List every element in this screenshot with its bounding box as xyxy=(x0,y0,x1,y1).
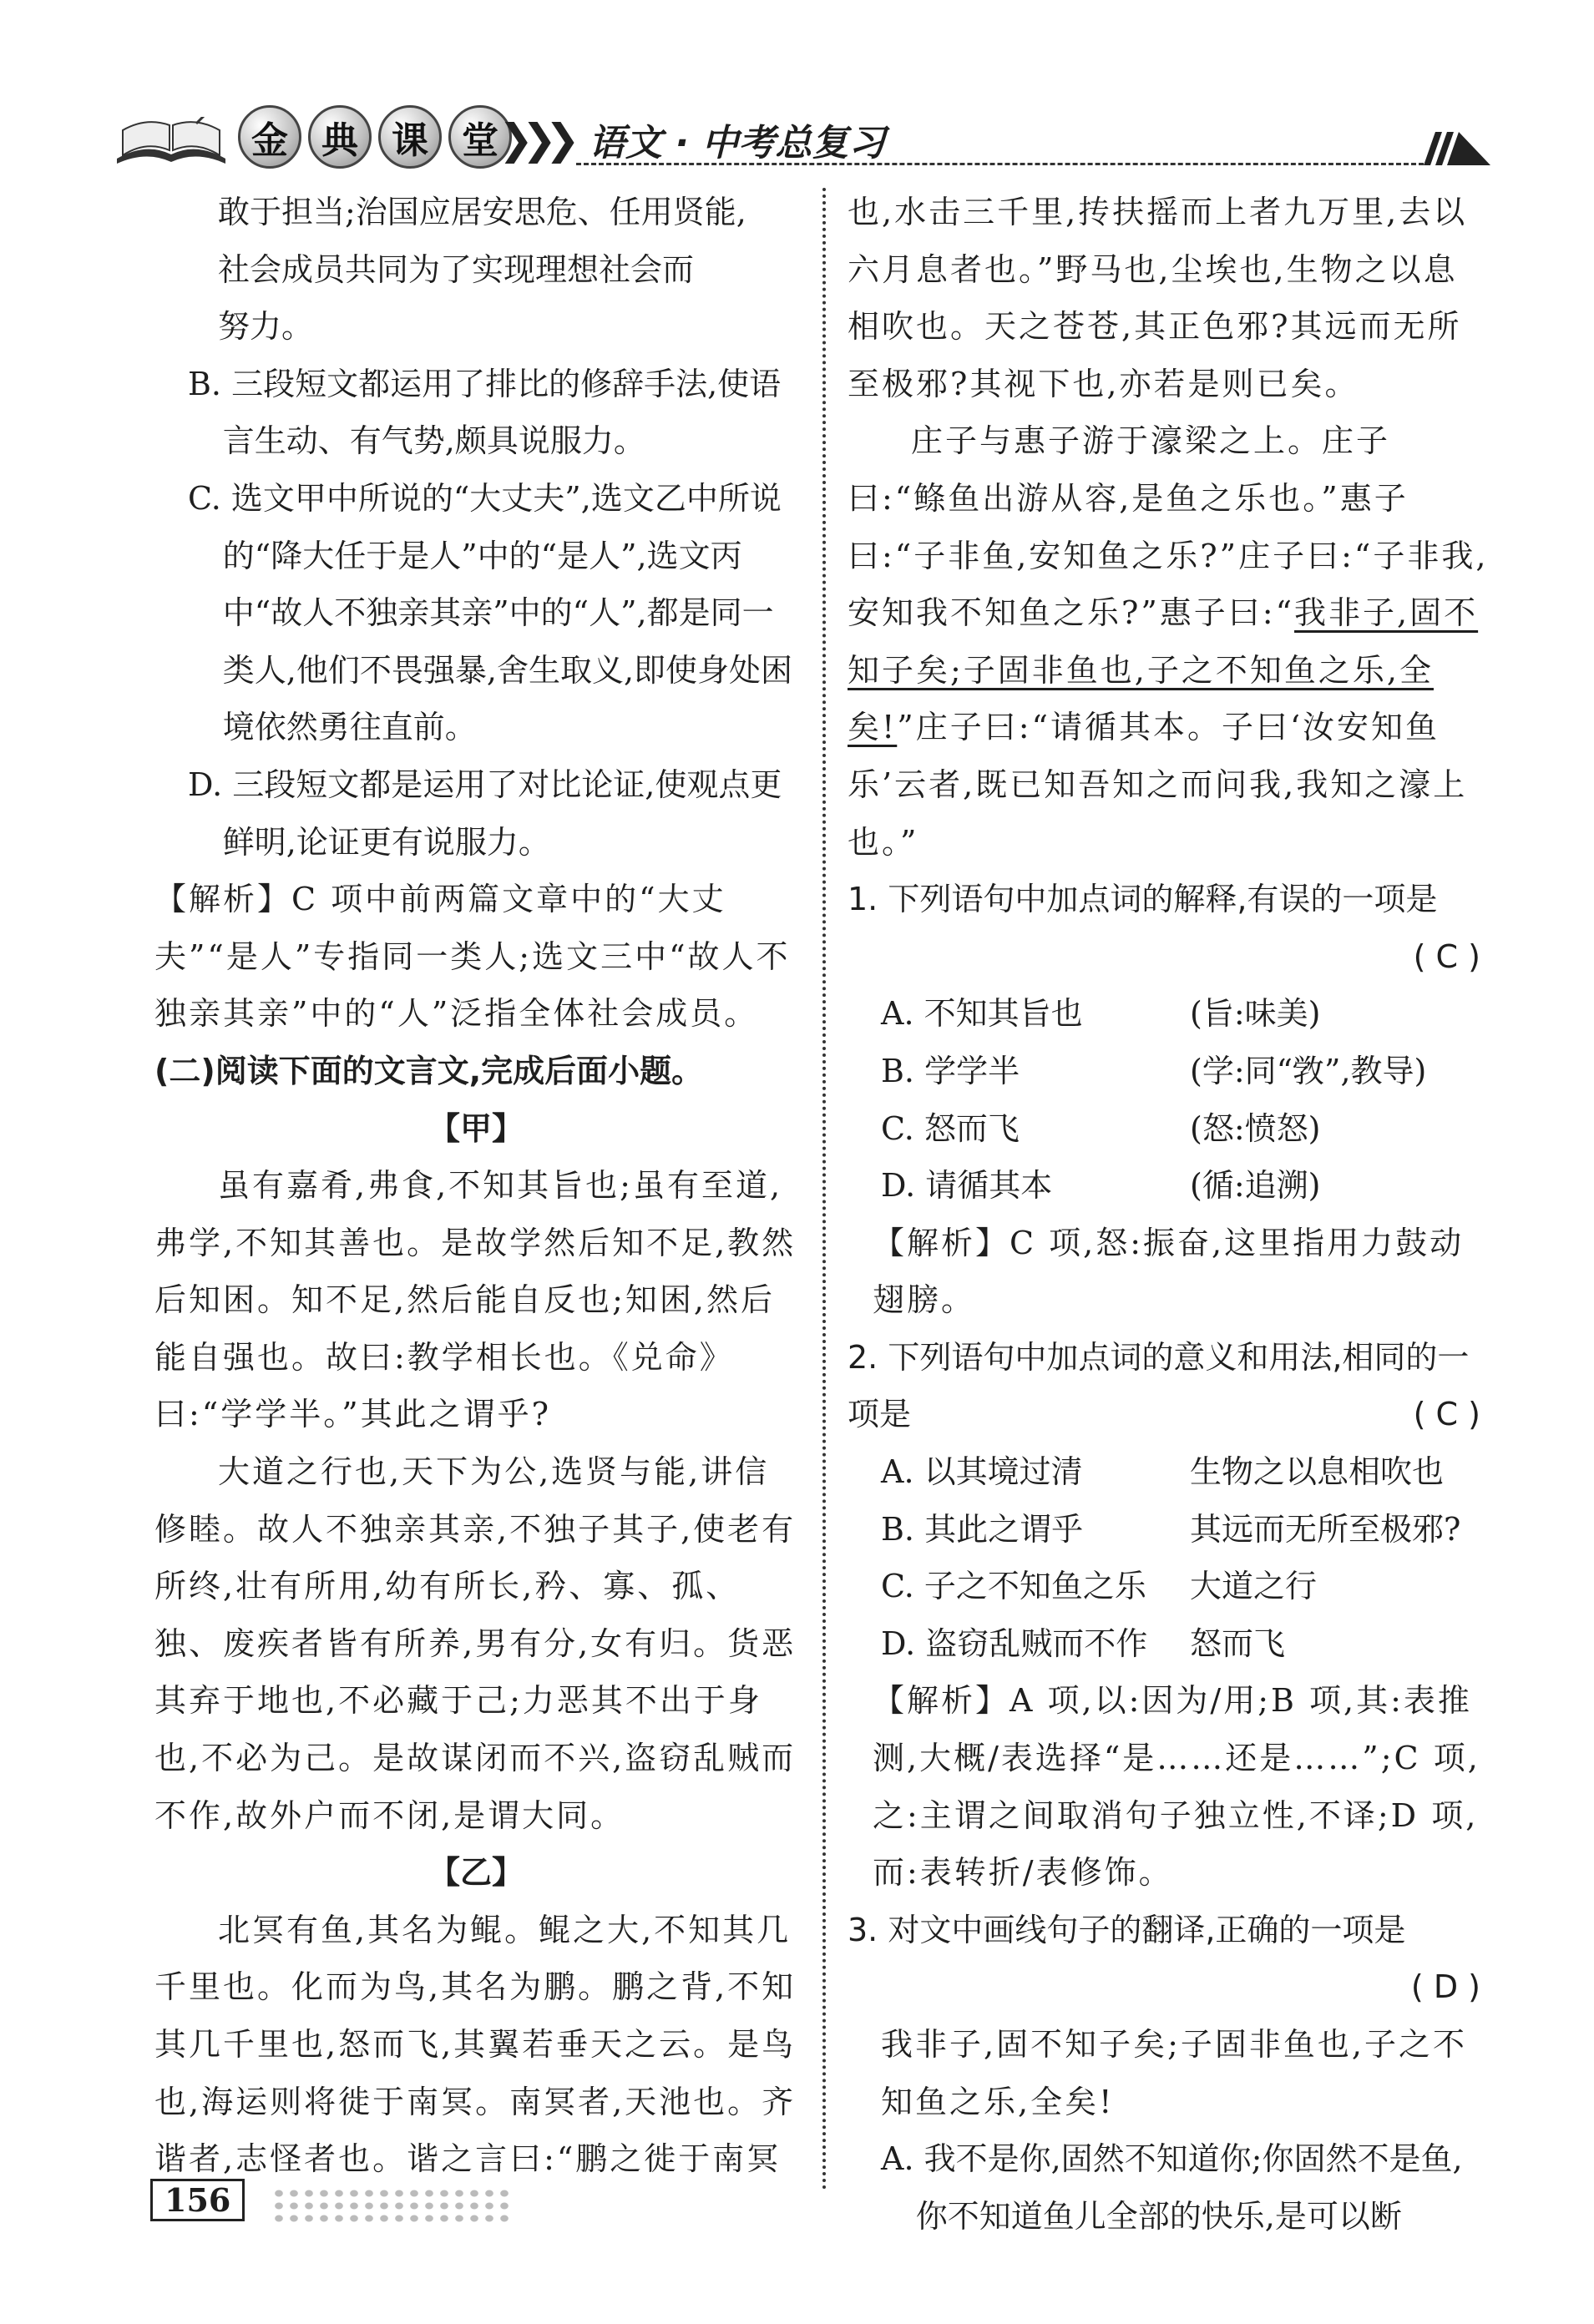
option-gloss: (怒:愤怒) xyxy=(1190,1109,1321,1147)
question-1-answer: ( C ) xyxy=(1413,937,1480,975)
passage-paragraph: 大道之行也,天下为公,选贤与能,讲信修睦。故人不独亲其亲,不独子其子,使老有所终,壮有所用,幼有所长,矜、寡、孤、独、废疾者皆有所养,男有分,女有归。货恶其弃于地也,不必藏于己;力恶其不出于身也,不必为己。是故谋闭而不兴,盗窃乱贼而不作,故外户而不闭,是谓大同。 xyxy=(154,1453,797,1834)
question-option xyxy=(881,1558,1489,1615)
option-compare: 其远而无所至极邪? xyxy=(1190,1510,1461,1548)
question-3-answer: ( D ) xyxy=(1410,1968,1480,2006)
quoted-sentence: 我非子,固不知子矣;子固非鱼也,子之不知鱼之乐,全矣! xyxy=(881,2026,1467,2120)
passage-text: ”庄子曰:“请循其本。子曰‘汝安知鱼乐’云者,既已知吾知之而问我,我知之濠上也。” xyxy=(848,709,1468,861)
option-gloss: (学:同“敩”,教导) xyxy=(1190,1052,1427,1089)
stripes-icon xyxy=(1424,132,1490,165)
analysis: 【解析】C 项,怒:振奋,这里指用力鼓动翅膀。 xyxy=(873,1224,1465,1319)
option-compare: 生物之以息相吹也 xyxy=(1190,1453,1445,1491)
option-text: C. 怒而飞 xyxy=(881,1109,1020,1147)
open-book-icon xyxy=(113,117,230,167)
option-c: C. 选文甲中所说的“大丈夫”,选文乙中所说的“降大任于是人”中的“是人”,选文丙中“故人不独亲其亲”中的“人”,都是同一类人,他们不畏强暴,舍生取义,即使身处困境依然勇往直前。 xyxy=(188,479,793,746)
passage-label-yi: 【乙】 xyxy=(428,1854,524,1892)
question-option xyxy=(881,1501,1489,1559)
option-compare: 大道之行 xyxy=(1190,1568,1318,1605)
brand-badge: 课 xyxy=(378,105,442,169)
brand-badge: 堂 xyxy=(448,105,512,169)
passage-paragraph: 也,水击三千里,抟扶摇而上者九万里,去以六月息者也。”野马也,尘埃也,生物之以息相吹也。天之苍苍,其正色邪?其远而无所至极邪?其视下也,亦若是则已矣。 xyxy=(848,194,1468,402)
passage-paragraph xyxy=(848,412,1489,871)
text-line: 努力。 xyxy=(218,308,314,346)
brand-badge: 典 xyxy=(308,105,372,169)
right-column xyxy=(848,184,1489,2245)
question-option xyxy=(881,985,1489,1043)
option-gloss: (旨:味美) xyxy=(1190,995,1321,1033)
option-gloss: (循:追溯) xyxy=(1190,1167,1321,1205)
question-option xyxy=(881,1157,1489,1215)
option-text: D. 盗窃乱贼而不作 xyxy=(881,1624,1148,1662)
question-option xyxy=(881,1100,1489,1158)
passage-label-jia: 【甲】 xyxy=(428,1109,524,1147)
option-text: B. 其此之谓乎 xyxy=(881,1510,1084,1548)
question-3-stem: 3. 对文中画线句子的翻译,正确的一项是 xyxy=(848,1911,1406,1948)
question-option xyxy=(881,1443,1489,1501)
page-header xyxy=(113,100,1490,171)
option-text: D. 请循其本 xyxy=(881,1167,1053,1205)
brand-badges xyxy=(238,105,512,169)
option-text: A. 以其境过清 xyxy=(881,1453,1083,1491)
analysis: 【解析】C 项中前两篇文章中的“大丈夫”“是人”专指同一类人;选文三中“故人不独亲其亲”中的“人”泛指全体社会成员。 xyxy=(154,881,791,1033)
option-compare: 怒而飞 xyxy=(1190,1624,1286,1662)
passage-text: 庄子与惠子游于濠梁之上。庄子曰:“鲦鱼出游从容,是鱼之乐也。”惠子曰:“子非鱼,安知鱼之乐?”庄子曰:“子非我,安知我不知鱼之乐?”惠子曰:“ xyxy=(848,422,1489,632)
footer-dots xyxy=(271,2187,514,2225)
header-rule xyxy=(576,163,1424,165)
page-number: 156 xyxy=(150,2179,245,2221)
brand-badge: 金 xyxy=(238,105,301,169)
analysis: 【解析】A 项,以:因为/用;B 项,其:表推测,大概/表选择“是……还是……”;C 项,之:主谓之间取消句子独立性,不译;D 项,而:表转折/表修饰。 xyxy=(873,1682,1480,1892)
option-text: B. 学学半 xyxy=(881,1052,1020,1089)
text-line: 社会成员共同为了实现理想社会而 xyxy=(218,250,695,288)
page-footer xyxy=(150,2179,245,2221)
option-d: D. 三段短文都是运用了对比论证,使观点更鲜明,论证更有说服力。 xyxy=(188,765,782,861)
question-option: A. 我不是你,固然不知道你;你固然不是鱼,你不知道鱼儿全部的快乐,是可以断 xyxy=(881,2140,1463,2235)
left-column xyxy=(154,184,797,2188)
text-line: 敢于担当;治国应居安思危、任用贤能, xyxy=(218,194,746,230)
subject-title: 语文 · 中考总复习 xyxy=(589,122,886,164)
chevrons-icon: ❯❯❯ xyxy=(498,115,569,164)
column-divider xyxy=(822,188,826,2191)
question-2-answer: ( C ) xyxy=(1413,1396,1480,1433)
passage-paragraph: 虽有嘉肴,弗食,不知其旨也;虽有至道,弗学,不知其善也。是故学然后知不足,教然后知困。知不足,然后能自反也;知困,然后能自强也。故曰:教学相长也。《兑命》曰:“学学半。”其此之谓乎? xyxy=(154,1167,797,1433)
underlined-sentence: 我非子,固不知子矣;子固非鱼也,子之不知鱼之乐,全矣! xyxy=(848,594,1479,746)
option-b: B. 三段短文都运用了排比的修辞手法,使语言生动、有气势,颇具说服力。 xyxy=(188,365,782,460)
option-text: C. 子之不知鱼之乐 xyxy=(881,1568,1146,1605)
option-text: A. 不知其旨也 xyxy=(881,995,1083,1033)
question-2-stem: 2. 下列语句中加点词的意义和用法,相同的一项是 xyxy=(848,1338,1470,1433)
question-1-stem: 1. 下列语句中加点词的解释,有误的一项是 xyxy=(848,881,1438,918)
question-option xyxy=(881,1043,1489,1100)
section-heading: (二)阅读下面的文言文,完成后面小题。 xyxy=(154,1052,704,1089)
question-option xyxy=(881,1615,1489,1673)
passage-paragraph: 北冥有鱼,其名为鲲。鲲之大,不知其几千里也。化而为鸟,其名为鹏。鹏之背,不知其几千里也,怒而飞,其翼若垂天之云。是鸟也,海运则将徙于南冥。南冥者,天池也。齐谐者,志怪者也。谐之言曰:“鹏之徙于南冥 xyxy=(154,1911,797,2178)
